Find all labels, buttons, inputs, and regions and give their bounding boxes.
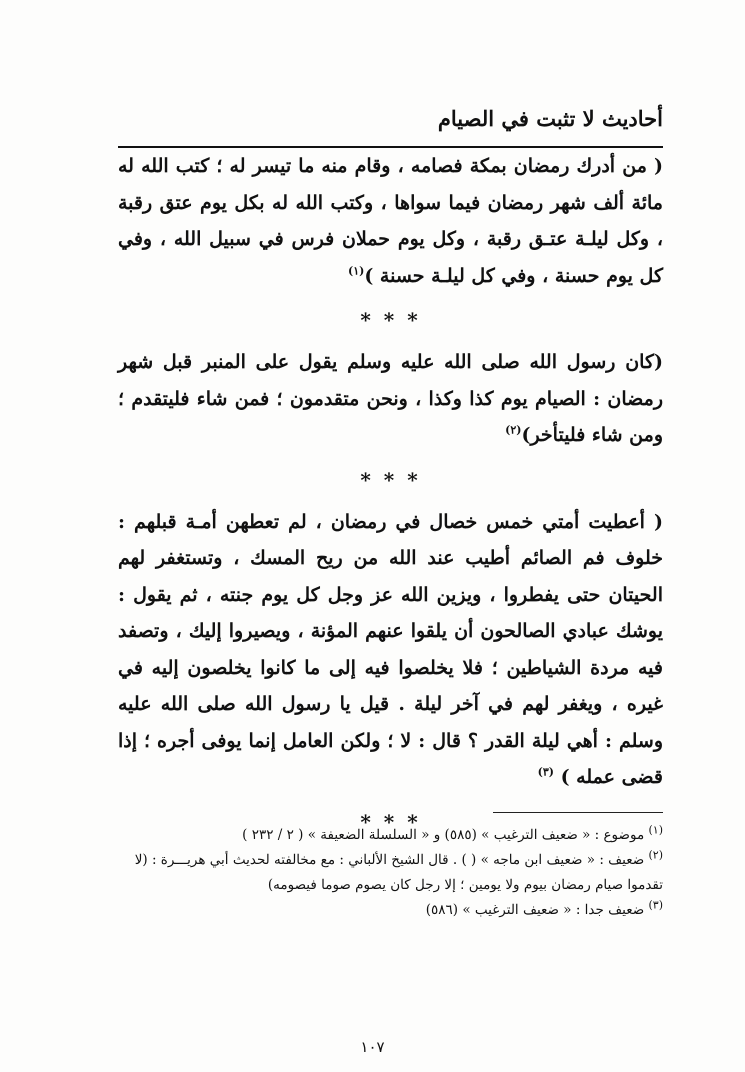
footnote-ref-1: (١) — [347, 264, 365, 278]
running-title: أحاديث لا تثبت في الصيام — [437, 106, 663, 131]
page-number: ١٠٧ — [360, 1038, 385, 1056]
footnote-2-text: ضعيف : « ضعيف ابن ماجه » ( ) . قال الشيخ الألباني : مع مخالفته لحديث أبي هريـــرة : (لا تقدموا صيام رمضان بيوم ولا يومين ؛ إلا رجل كان يصوم صوما فيصومه) — [134, 852, 663, 893]
hadith-2 — [118, 344, 663, 454]
hadith-3 — [118, 504, 663, 796]
footnote-ref-3: (٣) — [537, 765, 554, 779]
footnotes — [118, 809, 663, 923]
footnote-divider — [493, 812, 663, 813]
footnote-3 — [118, 898, 663, 923]
page-header — [118, 102, 663, 148]
hadith-3-text: ( أعطيت أمتي خمس خصال في رمضان ، لم تعطهن أمـة قبلهم : خلوف فم الصائم أطيب عند الله من ريح المسك ، وتستغفر لهم الحيتان حتى يفطروا ، ويزين الله عز وجل كل يوم جنته ، ثم يقول : يوشك عبادي الصالحون أن يلقوا عنهم المؤنة ، ويصيروا إليك ، وتصفد فيه مردة الشياطين ؛ فلا يخلصوا فيه إلى ما كانوا يخلصون إليه في غيره ، ويغفر لهم في آخر ليلة . قيل يا رسول الله صلى الله عليه وسلم : أهي ليلة القدر ؟ قال : لا ؛ ولكن العامل إنما يوفى أجره ؛ إذا قضى عمله ) — [118, 510, 663, 788]
main-text — [118, 148, 663, 846]
section-separator: * * * — [360, 467, 421, 492]
section-separator: * * * — [360, 809, 421, 834]
hadith-2-text: (كان رسول الله صلى الله عليه وسلم يقول على المنبر قبل شهر رمضان : الصيام يوم كذا وكذا ، ونحن متقدمون ؛ فمن شاء فليتقدم ؛ ومن شاء فليتأخر) — [118, 351, 663, 446]
footnote-3-text: ضعيف جدا : « ضعيف الترغيب » (٥٨٦) — [425, 902, 645, 918]
hadith-1-text: ( من أدرك رمضان بمكة فصامه ، وقام منه ما تيسر له ؛ كتب الله له مائة ألف شهر رمضان فيما سواها ، وكتب الله له بكل يوم عتق رقبة ، وكل ليلـة عتـق رقبة ، وكل يوم حملان فرس في سبيل الله ، وفي كل يوم حسنة ، وفي كل ليلـة حسنة ) — [118, 155, 663, 287]
footnote-2 — [118, 848, 663, 898]
footnote-ref-2: (٢) — [505, 423, 522, 437]
section-separator: * * * — [360, 308, 421, 332]
footnote-2-number: (٢) — [648, 848, 663, 862]
footnote-1 — [118, 823, 663, 848]
hadith-1 — [118, 148, 663, 294]
footnote-1-number: (١) — [648, 823, 663, 837]
footnote-1-text: موضوع : « ضعيف الترغيب » (٥٨٥) و « السلسلة الضعيفة » ( ٢ / ٢٣٢ ) — [242, 827, 645, 843]
footnote-3-number: (٣) — [648, 898, 663, 912]
